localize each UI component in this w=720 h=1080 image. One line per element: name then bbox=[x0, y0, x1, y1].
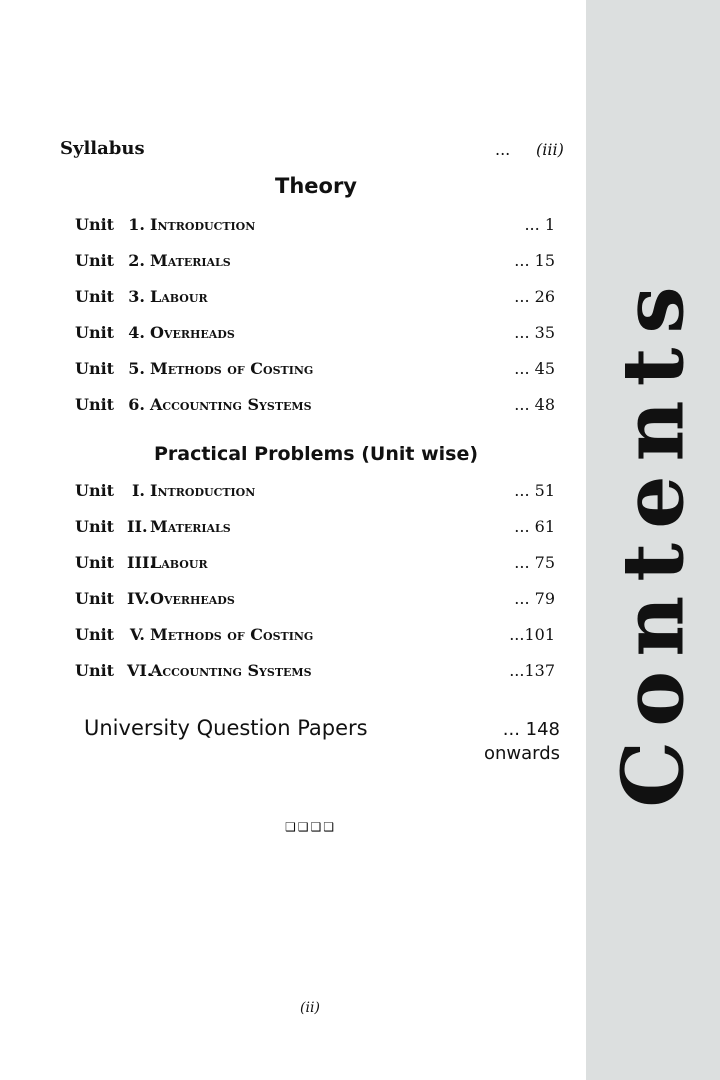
toc-row bbox=[75, 553, 555, 577]
unit-title: Materials bbox=[150, 517, 231, 536]
unit-title: Methods of Costing bbox=[150, 625, 314, 644]
contents-title: Contents bbox=[603, 272, 703, 808]
unit-title: Introduction bbox=[150, 215, 256, 234]
university-papers-page bbox=[482, 718, 560, 766]
unit-number: 5. bbox=[128, 359, 145, 378]
unit-label: Unit bbox=[75, 323, 115, 342]
unit-number: 4. bbox=[128, 323, 145, 342]
unit-number: V. bbox=[129, 625, 145, 644]
page-ref: ... 75 bbox=[514, 553, 555, 572]
toc-row bbox=[75, 359, 555, 383]
ornament: ❑❑❑❑ bbox=[285, 820, 337, 834]
unit-number: II. bbox=[127, 517, 148, 536]
page-ref: ...101 bbox=[509, 625, 555, 644]
toc-row bbox=[75, 215, 555, 239]
unit-title: Materials bbox=[150, 251, 231, 270]
page-ref: ... 35 bbox=[514, 323, 555, 342]
page-ref: ... 26 bbox=[514, 287, 555, 306]
theory-heading: Theory bbox=[275, 174, 357, 198]
unit-label: Unit bbox=[75, 287, 115, 306]
unit-label: Unit bbox=[75, 553, 115, 572]
toc-row bbox=[75, 481, 555, 505]
unit-title: Introduction bbox=[150, 481, 256, 500]
unit-number: 1. bbox=[128, 215, 145, 234]
university-note: onwards bbox=[483, 743, 560, 764]
unit-title: Overheads bbox=[150, 323, 235, 342]
unit-title: Labour bbox=[150, 287, 208, 306]
unit-number: III. bbox=[127, 553, 156, 572]
unit-number: 6. bbox=[128, 395, 145, 414]
toc-row bbox=[75, 251, 555, 275]
page-ref: ... 79 bbox=[514, 589, 555, 608]
practical-heading: Practical Problems (Unit wise) bbox=[153, 443, 479, 465]
unit-label: Unit bbox=[75, 359, 115, 378]
unit-label: Unit bbox=[75, 589, 115, 608]
unit-number: VI. bbox=[127, 661, 153, 680]
page-number: (ii) bbox=[300, 1000, 320, 1016]
toc-row bbox=[75, 395, 555, 419]
unit-label: Unit bbox=[75, 215, 115, 234]
page-ref: ... 48 bbox=[514, 395, 555, 414]
unit-label: Unit bbox=[75, 395, 115, 414]
page-ref: ... 61 bbox=[514, 517, 555, 536]
unit-label: Unit bbox=[75, 517, 115, 536]
unit-number: 2. bbox=[128, 251, 145, 270]
university-papers-label: University Question Papers bbox=[84, 716, 368, 740]
toc-row bbox=[75, 661, 555, 685]
page-ref: ... 45 bbox=[514, 359, 555, 378]
university-page: ... 148 bbox=[502, 719, 560, 740]
unit-label: Unit bbox=[75, 481, 115, 500]
unit-label: Unit bbox=[75, 661, 115, 680]
unit-number: I. bbox=[131, 481, 145, 500]
toc-row bbox=[75, 287, 555, 311]
page-ref: ...137 bbox=[509, 661, 555, 680]
page-ref: ... 15 bbox=[514, 251, 555, 270]
unit-title: Overheads bbox=[150, 589, 235, 608]
unit-title: Accounting Systems bbox=[150, 395, 312, 414]
syllabus-page: (iii) bbox=[536, 140, 564, 159]
unit-label: Unit bbox=[75, 625, 115, 644]
unit-title: Labour bbox=[150, 553, 208, 572]
syllabus-label: Syllabus bbox=[60, 138, 145, 159]
unit-title: Accounting Systems bbox=[150, 661, 312, 680]
toc-row bbox=[75, 589, 555, 613]
page-ref: ... 51 bbox=[514, 481, 555, 500]
toc-row bbox=[75, 517, 555, 541]
toc-row bbox=[75, 625, 555, 649]
syllabus-dots: ... bbox=[495, 140, 511, 159]
unit-number: 3. bbox=[128, 287, 145, 306]
toc-row bbox=[75, 323, 555, 347]
unit-label: Unit bbox=[75, 251, 115, 270]
unit-title: Methods of Costing bbox=[150, 359, 314, 378]
unit-number: IV. bbox=[127, 589, 150, 608]
page-ref: ... 1 bbox=[524, 215, 555, 234]
